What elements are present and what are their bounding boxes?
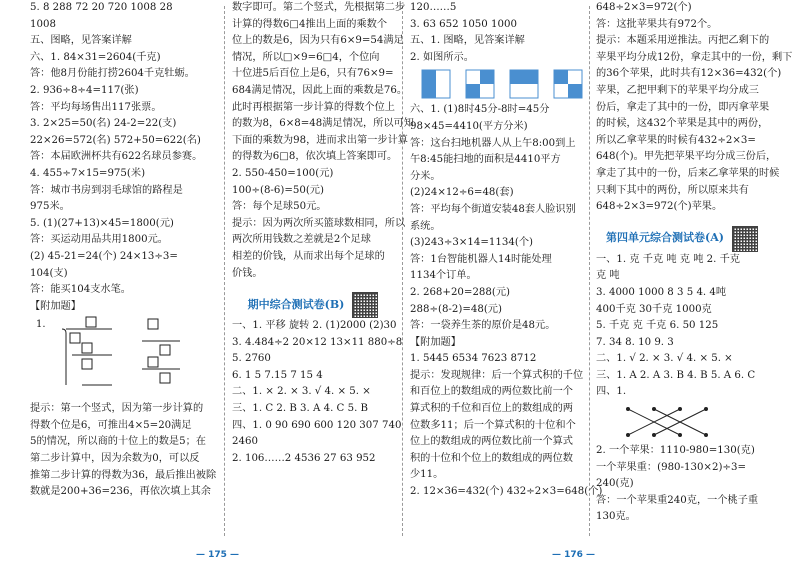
text-line: 相差的价钱，从而求出每个足球的 <box>232 250 385 262</box>
text-line: 第二步计算中，因为余数为0，可以反 <box>30 453 200 465</box>
question-number: 1. <box>36 319 46 331</box>
text-line: 98×45=4410(平方分米) <box>410 120 528 132</box>
section-banner <box>232 292 394 318</box>
text-line: (2) 45-21=24(个) 24×13÷3= <box>30 250 178 262</box>
text-line: 推第二步计算的得数为36，最后推出被除 <box>30 469 217 481</box>
text-line: 一、1. 平移 旋转 2. (1)2000 (2)30 <box>232 320 397 332</box>
answer-column-3 <box>410 0 603 566</box>
text-line: 975米。 <box>30 201 70 213</box>
text-line: 积的十位和个位上的数组成的两位数 <box>410 452 573 464</box>
text-line: 7. 34 8. 10 9. 3 <box>596 336 674 348</box>
text-line: 的36个苹果，此时共有12×36=432(个) <box>596 68 782 80</box>
text-line: 所以乙拿苹果的时候有432÷2×3= <box>596 134 756 146</box>
vertical-calculation-figure <box>30 315 220 401</box>
text-line: 答：平均每个街道安装48套人脸识别 <box>410 203 576 215</box>
matching-lines-figure <box>596 401 768 443</box>
text-line: 的数为8，6×8=48满足情况，所以可知 <box>232 118 414 130</box>
text-line: 104(支) <box>30 267 68 279</box>
text-line: 计算的得数6□4推出上面的乘数个 <box>232 18 388 30</box>
text-line: 答：这批苹果共有972个。 <box>596 18 718 30</box>
text-line: 苹果，乙把甲剩下的苹果平均分成三 <box>596 84 759 96</box>
text-line: 二、1. √ 2. × 3. √ 4. × 5. × <box>596 353 733 365</box>
text-line: 三、1. A 2. A 3. B 4. B 5. A 6. C <box>596 369 756 381</box>
text-line: 2. 一个苹果：1110-980=130(克) <box>596 445 755 457</box>
text-line: 算式积的千位和百位上的数组成的两 <box>410 403 573 415</box>
text-line: 提示：发现规律：后一个算式积的千位 <box>410 369 584 381</box>
column-divider <box>224 6 225 536</box>
page-number-left: — 175 — <box>196 550 240 560</box>
text-line: 拿走了其中的一份，后来乙拿苹果的时候 <box>596 167 780 179</box>
text-line: 六、1. 84×31=2604(千克) <box>30 51 161 63</box>
text-line: 六、1. (1)8时45分-8时=45分 <box>410 104 550 116</box>
page-number-right: — 176 — <box>552 550 596 560</box>
text-line: 答：本届欧洲杯共有622名球员参赛。 <box>30 151 203 163</box>
text-line: 【附加题】 <box>30 300 81 312</box>
grid-shape-icon <box>422 70 450 98</box>
text-line: 分米。 <box>410 170 441 182</box>
text-line: 22×26=572(名) 572+50=622(名) <box>30 134 201 146</box>
text-line: 120……5 <box>410 2 457 13</box>
qr-code-icon <box>732 226 758 252</box>
text-line: 四、1. 0 90 690 600 120 307 740 <box>232 419 402 431</box>
long-division-and-multiplication-icon <box>52 315 202 399</box>
text-line: 3. 4000 1000 8 3 5 4. 4吨 <box>596 286 727 298</box>
text-line: 4. 455÷7×15=975(米) <box>30 167 146 179</box>
grid-shape-icon <box>554 70 582 98</box>
text-line: 答：这台扫地机器人从上午8:00到上 <box>410 137 576 149</box>
text-line: 130克。 <box>596 511 636 523</box>
text-line: 克 吨 <box>596 270 620 282</box>
text-line: 240(克) <box>596 478 634 490</box>
text-line: 提示：本题采用逆推法。丙把乙剩下的 <box>596 35 770 47</box>
text-line: 1134个订单。 <box>410 270 477 282</box>
text-line: 答：平均每场售出117张票。 <box>30 101 162 113</box>
text-line: 答：城市书房到羽毛球馆的路程是 <box>30 184 183 196</box>
text-line: 少11。 <box>410 469 444 481</box>
text-line: (3)243÷3×14=1134(个) <box>410 237 533 249</box>
text-line: 1. 5445 6534 7623 8712 <box>410 353 537 365</box>
text-line: 此时再根据第一步计算的得数个位上 <box>232 101 395 113</box>
section-title: 期中综合测试卷(B) <box>247 297 345 311</box>
text-line: 288÷(8-2)=48(元) <box>410 303 502 315</box>
answer-column-1 <box>30 0 220 566</box>
answer-column-2 <box>232 0 414 566</box>
text-line: 五、1. 图略，见答案详解 <box>410 35 525 47</box>
grid-shape-icon <box>466 70 494 98</box>
text-line: 2. 12×36=432(个) 432÷2×3=648(个) <box>410 486 603 498</box>
text-line: 1008 <box>30 18 56 30</box>
text-line: 100÷(8-6)=50(元) <box>232 184 324 196</box>
grid-shape-icon <box>510 70 538 98</box>
text-line: 684满足情况，因此上面的乘数是76。 <box>232 84 408 96</box>
text-line: 价钱。 <box>232 267 263 279</box>
text-line: 【附加题】 <box>410 336 461 348</box>
text-line: 答：每个足球50元。 <box>232 201 327 213</box>
text-line: 的时候，这432个苹果是其中的两份， <box>596 118 769 130</box>
text-line: 2460 <box>232 436 258 448</box>
text-line: 十位进5后百位上是6，只有76×9= <box>232 68 394 80</box>
text-line: 答：1台智能机器人14时能处理 <box>410 253 552 265</box>
text-line: 2. 如图所示。 <box>410 51 474 63</box>
text-line: 只剩下其中的两份，所以原来共有 <box>596 184 749 196</box>
text-line: (2)24×12÷6=48(套) <box>410 187 514 199</box>
text-line: 和百位上的数组成的两位数比前一个 <box>410 386 573 398</box>
text-line: 苹果平均分成12份，拿走其中的一份，剩下 <box>596 51 793 63</box>
text-line: 648÷2×3=972(个) <box>596 2 692 13</box>
text-line: 2. 268+20=288(元) <box>410 286 511 298</box>
text-line: 位上的数组成的两位数比前一个算式 <box>410 436 573 448</box>
text-line: 答：他8月份能打捞2604千克牡蛎。 <box>30 68 195 80</box>
qr-code-icon <box>352 292 378 318</box>
crossed-lines-icon <box>622 405 732 439</box>
text-line: 得数个位是6，可推出4×5=20满足 <box>30 419 192 431</box>
text-line: 5. 2760 <box>232 353 271 365</box>
text-line: 一、1. 克 千克 吨 克 吨 2. 千克 <box>596 253 740 265</box>
text-line: 情况，所以□×9=6□4，个位向 <box>232 51 380 63</box>
text-line: 5. 8 288 72 20 720 1008 28 <box>30 2 173 13</box>
text-line: 5. 千克 克 千克 6. 50 125 <box>596 320 719 332</box>
section-banner <box>596 226 768 252</box>
text-line: 系统。 <box>410 220 441 232</box>
text-line: 3. 4.484÷2 20×12 13×11 880÷8 <box>232 336 403 348</box>
text-line: 2. 936÷8÷4=117(张) <box>30 84 139 96</box>
text-line: 5的情况，所以商的十位上的数是5；在 <box>30 436 206 448</box>
text-line: 份后，拿走了其中的一份，即丙拿苹果 <box>596 101 770 113</box>
text-line: 答：能买104支水笔。 <box>30 284 131 296</box>
text-line: 3. 2×25=50(名) 24-2=22(支) <box>30 118 177 130</box>
text-line: 五、图略，见答案详解 <box>30 35 132 47</box>
text-line: 答：一个苹果重240克，一个桃子重 <box>596 494 759 506</box>
text-line: 两次所用钱数之差就是2个足球 <box>232 234 371 246</box>
text-line: 648(个)。甲先把苹果平均分成三份后， <box>596 151 777 163</box>
text-line: 四、1. <box>596 386 627 398</box>
answer-column-4 <box>596 0 793 566</box>
text-line: 数字即可。第二个竖式，先根据第二步 <box>232 2 406 13</box>
text-line: 提示：第一个竖式，因为第一步计算的 <box>30 403 204 415</box>
text-line: 二、1. × 2. × 3. √ 4. × 5. × <box>232 386 371 398</box>
section-title: 第四单元综合测试卷(A) <box>606 231 724 245</box>
text-line: 400千克 30千克 1000克 <box>596 303 712 315</box>
text-line: 6. 1 5 7.15 7 15 4 <box>232 369 323 381</box>
text-line: 下面的乘数为98，进而求出第一步计算 <box>232 134 408 146</box>
text-line: 648÷2×3=972(个)苹果。 <box>596 201 723 213</box>
text-line: 的得数为6□8，依次填上答案即可。 <box>232 151 398 163</box>
text-line: 一个苹果重：(980-130×2)÷3= <box>596 461 746 473</box>
text-line: 答：买运动用品共用1800元。 <box>30 234 168 246</box>
text-line: 三、1. C 2. B 3. A 4. C 5. B <box>232 403 369 415</box>
text-line: 提示：因为两次所买篮球数相同，所以 <box>232 217 406 229</box>
text-line: 数就是200+36=236，再依次填上其余 <box>30 486 211 498</box>
shaded-grid-figures <box>410 66 592 102</box>
text-line: 午8:45能扫地的面积是4410平方 <box>410 154 561 166</box>
text-line: 3. 63 652 1050 1000 <box>410 18 517 30</box>
text-line: 答：一袋养生茶的原价是48元。 <box>410 320 556 332</box>
text-line: 2. 106……2 4536 27 63 952 <box>232 452 376 464</box>
text-line: 2. 550-450=100(元) <box>232 167 334 179</box>
text-line: 位数多11；后一个算式积的十位和个 <box>410 419 576 431</box>
text-line: 5. (1)(27+13)×45=1800(元) <box>30 217 174 229</box>
text-line: 位上的数是6，因为只有6×9=54满足 <box>232 35 404 47</box>
